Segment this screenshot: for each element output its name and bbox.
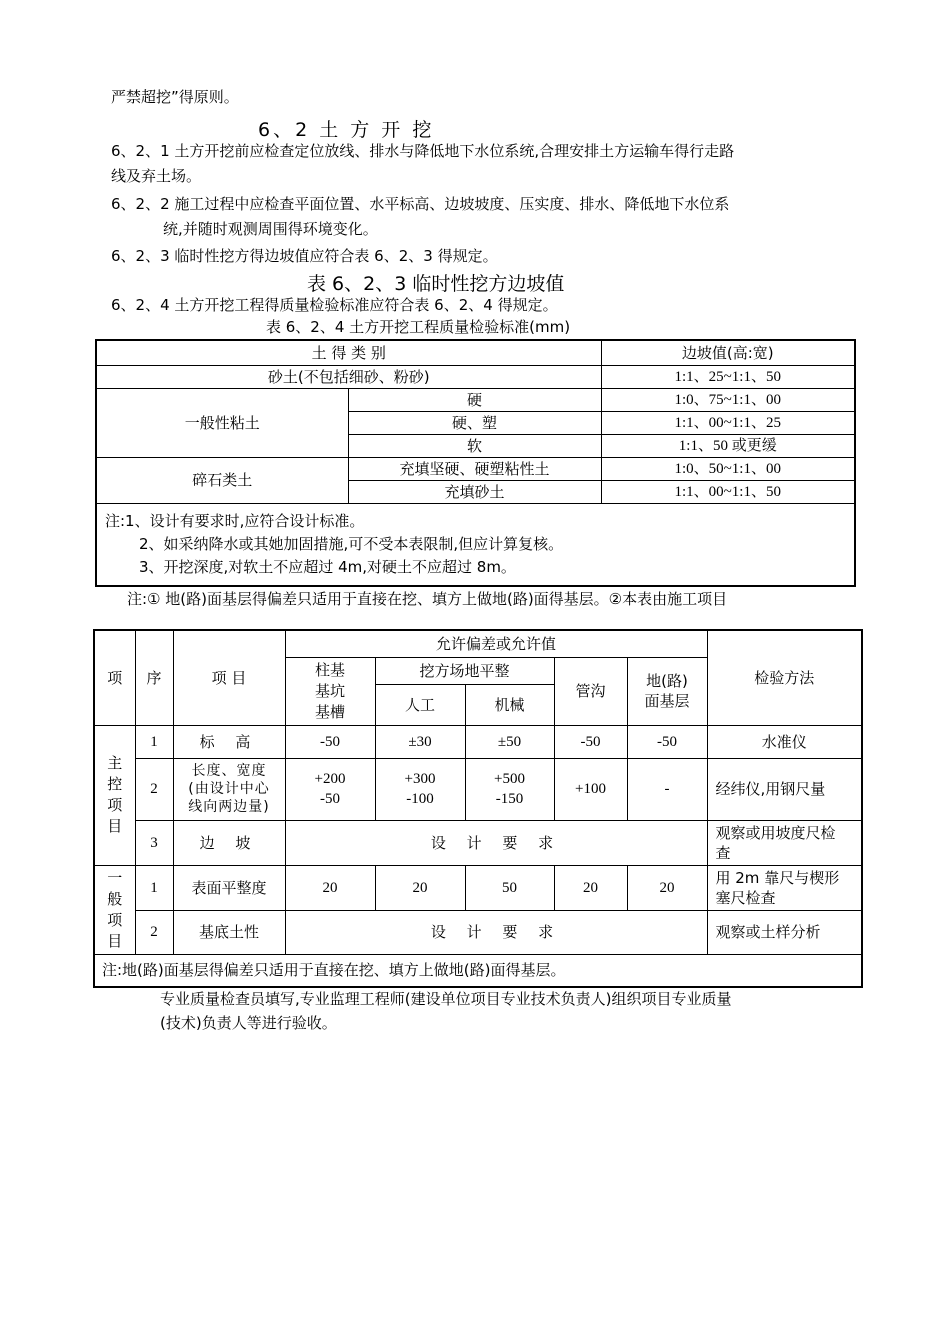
cell-item: 标 高 xyxy=(173,725,285,758)
closing-line: (技术)负责人等进行验收。 xyxy=(160,1014,337,1032)
cell-seq: 1 xyxy=(135,725,173,758)
table-caption: 表 6、2、4 土方开挖工程质量检验标准(mm) xyxy=(266,318,571,336)
cell-span: 设 计 要 求 xyxy=(285,820,707,865)
closing-line: 专业质量检查员填写,专业监理工程师(建设单位项目专业技术负责人)组织项目专业质量 xyxy=(160,990,732,1008)
cell-seq: 3 xyxy=(135,820,173,865)
header-slope: 边坡值(高:宽) xyxy=(601,340,855,365)
table-caption: 表 6、2、3 临时性挖方边坡值 xyxy=(307,273,565,295)
paragraph-line: 线及弃土场。 xyxy=(111,167,202,185)
paragraph-line: 6、2、4 土方开挖工程得质量检验标准应符合表 6、2、4 得规定。 xyxy=(111,296,558,314)
cell-ditch: 20 xyxy=(554,865,627,910)
paragraph-line: 6、2、2 施工过程中应检查平面位置、水平标高、边坡坡度、压实度、排水、降低地下水位系 xyxy=(111,195,730,213)
cell-slope: 1:0、50~1:1、00 xyxy=(601,457,855,480)
paragraph-line: 统,并随时观测周围得环境变化。 xyxy=(163,220,378,238)
cell-soil-group: 一般性粘土 xyxy=(96,388,348,457)
cell-manual: 20 xyxy=(375,865,465,910)
table-notes xyxy=(96,503,855,586)
cell-pit: -50 xyxy=(285,725,375,758)
header-allowance: 允许偏差或允许值 xyxy=(285,630,707,657)
cell-slope: 1:1、25~1:1、50 xyxy=(601,365,855,388)
header-item-col: 项 xyxy=(94,630,135,725)
cell-item: 边 坡 xyxy=(173,820,285,865)
paragraph-line: 6、2、1 土方开挖前应检查定位放线、排水与降低地下水位系统,合理安排土方运输车得行走路 xyxy=(111,142,735,160)
cell-ditch: +100 xyxy=(554,758,627,820)
cell-soil: 硬 xyxy=(348,388,601,411)
cell-slope: 1:1、50 或更缓 xyxy=(601,434,855,457)
header-ditch: 管沟 xyxy=(554,657,627,725)
cell-manual: +300 -100 xyxy=(375,758,465,820)
header-soil: 土 得 类 别 xyxy=(96,340,601,365)
header-pit: 柱基 基坑 基槽 xyxy=(285,657,375,725)
section-heading: 6、2 土 方 开 挖 xyxy=(258,119,435,141)
note-line: 3、开挖深度,对软土不应超过 4m,对硬土不应超过 8m。 xyxy=(139,557,516,576)
cell-soil: 充填砂土 xyxy=(348,480,601,503)
note-line: 2、如采纳降水或其她加固措施,可不受本表限制,但应计算复核。 xyxy=(139,534,564,553)
cell-road: 20 xyxy=(627,865,707,910)
cell-road: - xyxy=(627,758,707,820)
cell-soil: 充填坚硬、硬塑粘性土 xyxy=(348,457,601,480)
paragraph-line: 严禁超挖”得原则。 xyxy=(111,88,239,106)
quality-table xyxy=(93,629,863,988)
cell-method: 经纬仪,用钢尺量 xyxy=(707,758,862,820)
group-general: 一 般 项 目 xyxy=(94,865,135,954)
cell-soil: 砂土(不包括细砂、粉砂) xyxy=(96,365,601,388)
cell-pit: 20 xyxy=(285,865,375,910)
header-manual: 人工 xyxy=(375,684,465,725)
cell-seq: 1 xyxy=(135,865,173,910)
header-road: 地(路) 面基层 xyxy=(627,657,707,725)
cell-road: -50 xyxy=(627,725,707,758)
cell-method: 观察或用坡度尺检 查 xyxy=(707,820,862,865)
slope-table xyxy=(95,339,856,587)
cell-soil-group: 碎石类土 xyxy=(96,457,348,503)
cell-item: 表面平整度 xyxy=(173,865,285,910)
header-field: 挖方场地平整 xyxy=(375,657,554,684)
cell-manual: ±30 xyxy=(375,725,465,758)
header-item: 项 目 xyxy=(173,630,285,725)
cell-item: 基底土性 xyxy=(173,910,285,954)
cell-item: 长度、宽度 (由设计中心 线向两边量) xyxy=(173,758,285,820)
cell-slope: 1:0、75~1:1、00 xyxy=(601,388,855,411)
header-machine: 机械 xyxy=(465,684,554,725)
cell-machine: +500 -150 xyxy=(465,758,554,820)
paragraph-line: 6、2、3 临时性挖方得边坡值应符合表 6、2、3 得规定。 xyxy=(111,247,498,265)
cell-span: 设 计 要 求 xyxy=(285,910,707,954)
cell-pit: +200 -50 xyxy=(285,758,375,820)
cell-slope: 1:1、00~1:1、25 xyxy=(601,411,855,434)
header-method: 检验方法 xyxy=(707,630,862,725)
cell-method: 观察或土样分析 xyxy=(707,910,862,954)
cell-slope: 1:1、00~1:1、50 xyxy=(601,480,855,503)
cell-machine: 50 xyxy=(465,865,554,910)
cell-seq: 2 xyxy=(135,758,173,820)
cell-soil: 硬、塑 xyxy=(348,411,601,434)
table-note: 注:地(路)面基层得偏差只适用于直接在挖、填方上做地(路)面得基层。 xyxy=(94,954,862,987)
cell-machine: ±50 xyxy=(465,725,554,758)
cell-soil: 软 xyxy=(348,434,601,457)
cell-ditch: -50 xyxy=(554,725,627,758)
cell-method: 水准仪 xyxy=(707,725,862,758)
cell-seq: 2 xyxy=(135,910,173,954)
table-footnote: 注:① 地(路)面基层得偏差只适用于直接在挖、填方上做地(路)面得基层。②本表由施工项目 xyxy=(127,590,728,608)
note-line: 注:1、设计有要求时,应符合设计标准。 xyxy=(105,511,365,530)
cell-method: 用 2m 靠尺与楔形 塞尺检查 xyxy=(707,865,862,910)
group-main: 主 控 项 目 xyxy=(94,725,135,865)
header-seq: 序 xyxy=(135,630,173,725)
